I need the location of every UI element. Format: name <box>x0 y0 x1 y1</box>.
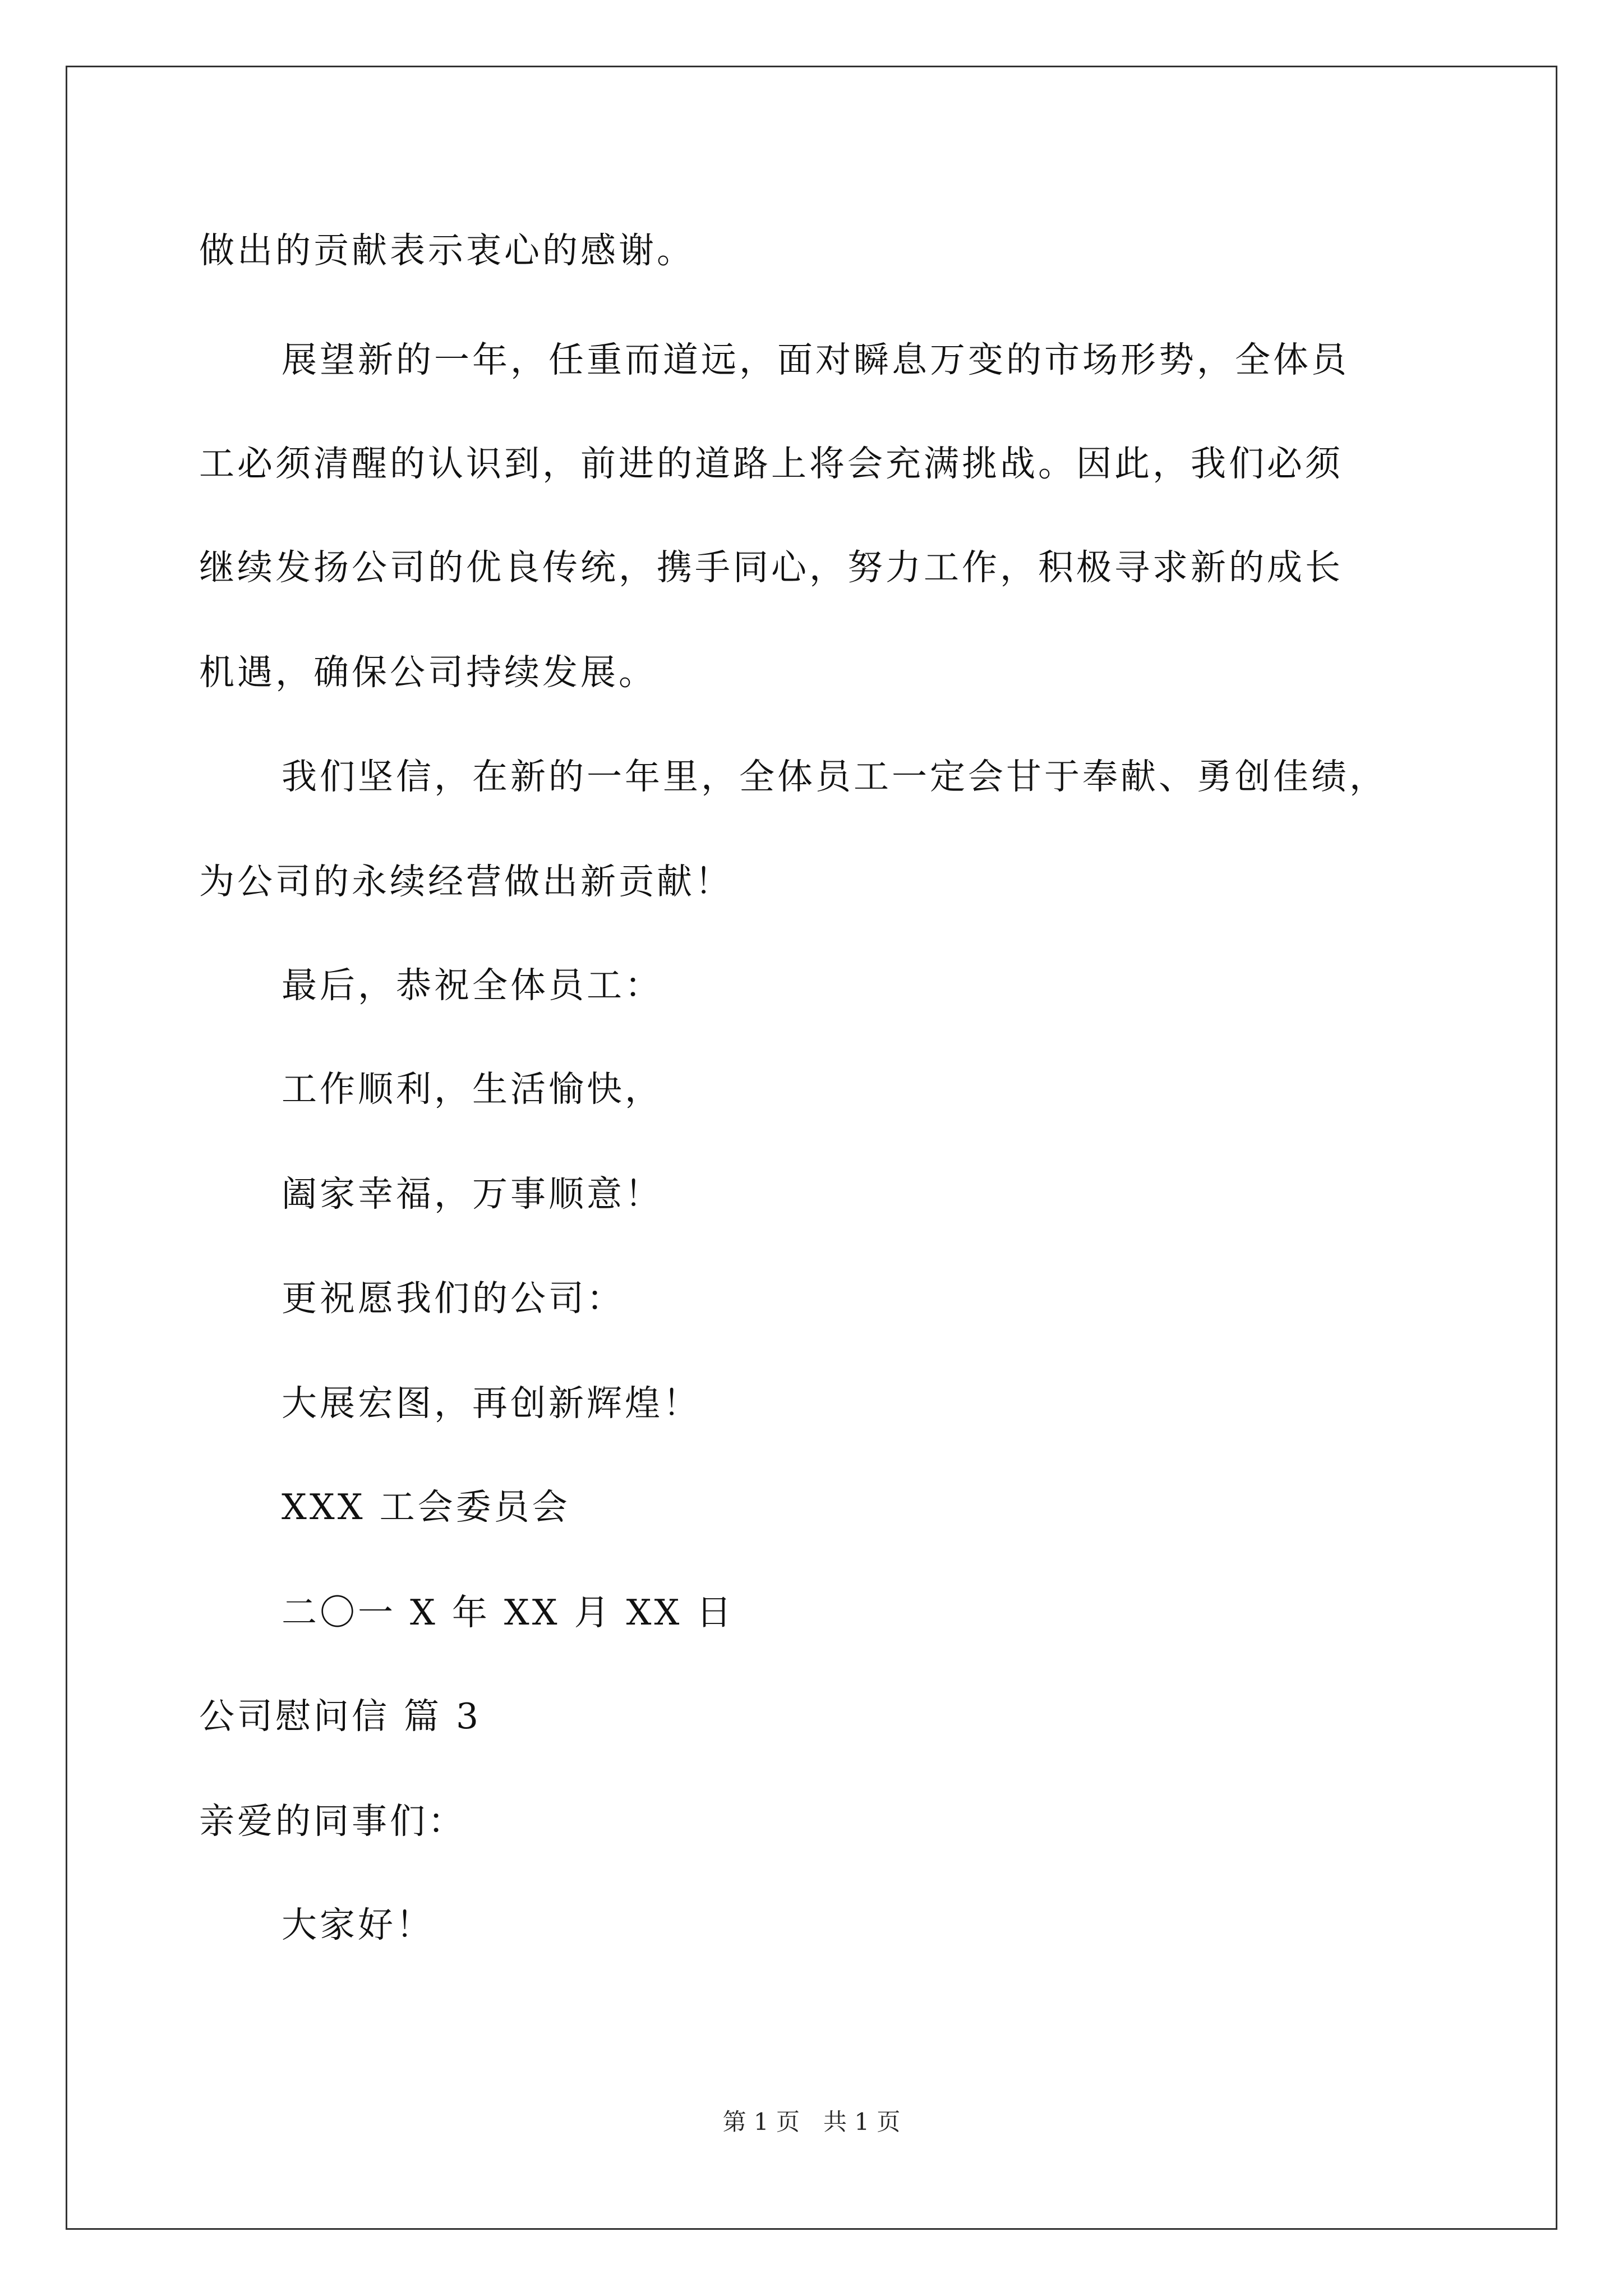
paragraph-line: 机遇，确保公司持续发展。 <box>199 652 657 693</box>
greeting-line: 最后，恭祝全体员工： <box>282 965 663 1006</box>
paragraph-line: 我们坚信，在新的一年里，全体员工一定会甘于奉献、勇创佳绩， <box>282 756 1387 797</box>
page-footer: 第 1 页 共 1 页 <box>722 2108 901 2136</box>
greeting-line: 更祝愿我们的公司： <box>282 1278 625 1319</box>
paragraph-line: 工必须清醒的认识到，前进的道路上将会充满挑战。因此，我们必须 <box>199 443 1343 484</box>
paragraph-line: 继续发扬公司的优良传统，携手同心，努力工作，积极寻求新的成长 <box>199 547 1343 588</box>
paragraph-line: 展望新的一年，任重而道远，面对瞬息万变的市场形势，全体员 <box>282 339 1349 380</box>
greeting-line: 大展宏图，再创新辉煌！ <box>282 1383 701 1424</box>
signature-org: XXX 工会委员会 <box>282 1487 570 1527</box>
paragraph-line: 做出的贡献表示衷心的感谢。 <box>199 230 695 271</box>
section-heading: 公司慰问信 篇 3 <box>199 1696 482 1737</box>
opening-line: 大家好！ <box>282 1904 434 1945</box>
salutation: 亲爱的同事们： <box>199 1801 466 1842</box>
paragraph-line: 为公司的永续经营做出新贡献！ <box>199 861 733 902</box>
greeting-line: 工作顺利，生活愉快， <box>282 1069 663 1110</box>
signature-date: 二〇一 X 年 XX 月 XX 日 <box>282 1592 735 1633</box>
greeting-line: 阖家幸福，万事顺意！ <box>282 1174 663 1214</box>
